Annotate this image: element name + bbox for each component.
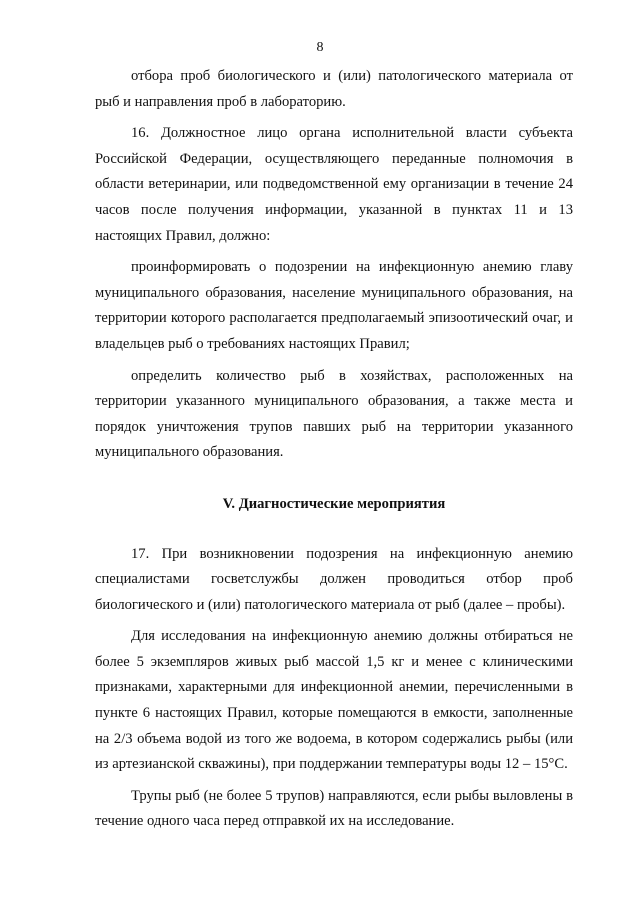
paragraph-determine: определить количество рыб в хозяйствах, расположенных на территории указанного муниципального образования, а также места и порядок уничтожения трупов павших рыб на территории указанного муниципального образования. <box>95 367 573 461</box>
section-heading: V. Диагностические мероприятия <box>222 495 446 512</box>
paragraph-fish-carcasses: Трупы рыб (не более 5 трупов) направляются, если рыбы выловлены в течение одного часа перед отправкой их на исследование. <box>95 787 573 830</box>
paragraph-sampling-continuation: отбора проб биологического и (или) патологического материала от рыб и направления проб в лабораторию. <box>95 68 573 110</box>
paragraph-inform: проинформировать о подозрении на инфекционную анемию главу муниципального образования, население муниципального образования, на территории которого располагается предполагаемый эпизоотический очаг, и владельцев рыб о требованиях настоящих Правил; <box>95 259 573 352</box>
paragraph-live-fish-sampling: Для исследования на инфекционную анемию должны отбираться не более 5 экземпляров живых рыб массой 1,5 кг и менее с клиническими признаками, характерными для инфекционной анемии, перечисленными в пункте 6 настоящих Правил, которые помещаются в емкости, заполненные на 2/3 объема водой из того же водоема, в котором содержались рыбы (или из артезианской скважины), при поддержании температуры воды 12 – 15°С. <box>95 628 573 773</box>
page-number: 8 <box>316 40 324 55</box>
paragraph-item-16: 16. Должностное лицо органа исполнительной власти субъекта Российской Федерации, осуществляющего переданные полномочия в области ветеринарии, или подведомственной ему организации в течение 24 часов после получения информации, указанной в пунктах 11 и 13 настоящих Правил, должно: <box>95 125 573 244</box>
document-body <box>95 64 573 835</box>
paragraph-item-17: 17. При возникновении подозрения на инфекционную анемию специалистами госветслужбы должен проводиться отбор проб биологического и (или) патологического материала от рыб (далее – пробы). <box>95 545 573 613</box>
